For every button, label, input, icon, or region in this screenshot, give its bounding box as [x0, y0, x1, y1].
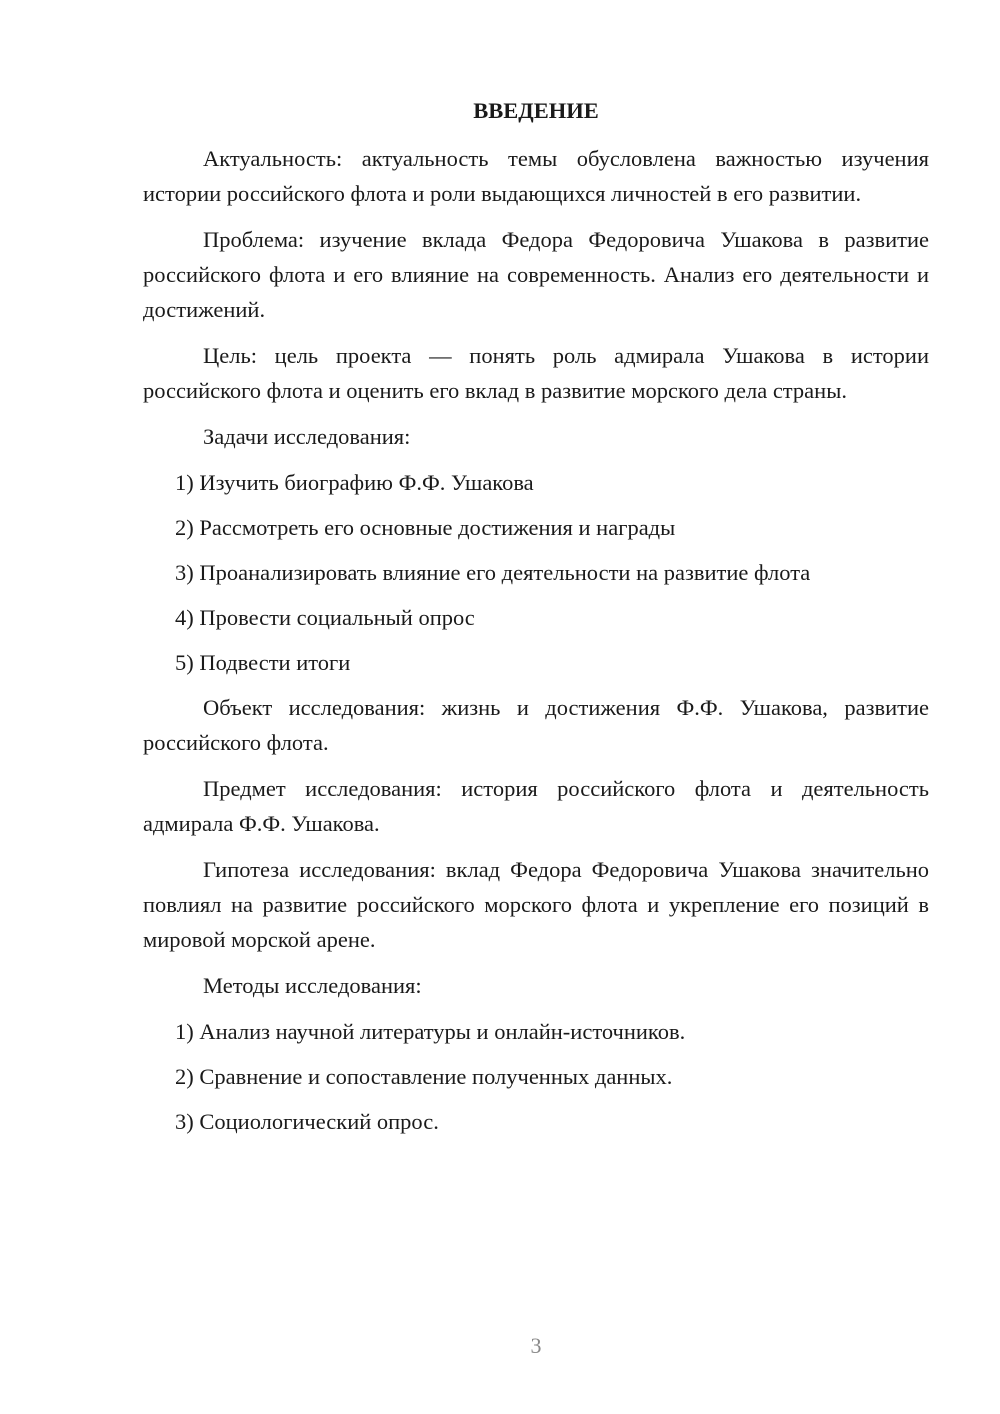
- relevance-paragraph: Актуальность: актуальность темы обусловлена важностью изучения истории российского флота и роли выдающихся личностей в его развитии.: [143, 146, 929, 206]
- tasks-list: [143, 465, 929, 680]
- list-item: 3) Проанализировать влияние его деятельности на развитие флота: [175, 560, 811, 585]
- list-item: 3) Социологический опрос.: [175, 1109, 439, 1134]
- object-paragraph: Объект исследования: жизнь и достижения Ф.Ф. Ушакова, развитие российского флота.: [143, 695, 929, 755]
- goal-paragraph: Цель: цель проекта — понять роль адмирала Ушакова в истории российского флота и оценить его вклад в развитие морского дела страны.: [143, 343, 929, 403]
- list-item: 1) Изучить биографию Ф.Ф. Ушакова: [175, 470, 534, 495]
- list-item: 2) Рассмотреть его основные достижения и награды: [175, 515, 676, 540]
- page-title: ВВЕДЕНИЕ: [473, 98, 599, 123]
- problem-paragraph: Проблема: изучение вклада Федора Федоровича Ушакова в развитие российского флота и его влияние на современность. Анализ его деятельности и достижений.: [143, 227, 929, 322]
- list-item: 5) Подвести итоги: [175, 650, 351, 675]
- subject-paragraph: Предмет исследования: история российского флота и деятельность адмирала Ф.Ф. Ушакова.: [143, 776, 929, 836]
- document-body: [143, 93, 929, 1149]
- list-item: 2) Сравнение и сопоставление полученных данных.: [175, 1064, 673, 1089]
- list-item: 1) Анализ научной литературы и онлайн-источников.: [175, 1019, 686, 1044]
- methods-list: [143, 1014, 929, 1139]
- page-number: 3: [530, 1333, 542, 1358]
- methods-heading: Методы исследования:: [203, 973, 422, 998]
- hypothesis-paragraph: Гипотеза исследования: вклад Федора Федоровича Ушакова значительно повлиял на развитие российского морского флота и укрепление его позиций в мировой морской арене.: [143, 857, 929, 952]
- tasks-heading: Задачи исследования:: [203, 424, 411, 449]
- list-item: 4) Провести социальный опрос: [175, 605, 475, 630]
